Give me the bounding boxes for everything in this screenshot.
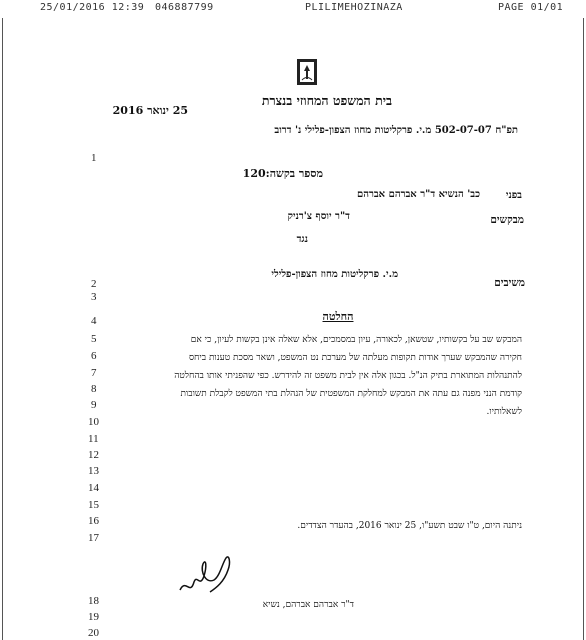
decision-date: 25 ינואר 2016 (112, 104, 188, 117)
page-border (2, 18, 3, 640)
line-number: 6 (91, 350, 97, 362)
line-number: 4 (91, 315, 97, 327)
judge-name: כב' הנשיא ד"ר אברהם אברהם (356, 189, 480, 200)
line-number: 9 (91, 399, 97, 411)
fax-page: PAGE 01/01 (498, 2, 564, 13)
signature-mark (176, 552, 238, 597)
respondent-name: מ.י. פרקליטות מחוז הצפון-פלילי (271, 269, 398, 280)
line-number: 1 (91, 152, 97, 164)
decision-heading: החלטה (322, 310, 354, 323)
before-label: בפני (505, 190, 522, 201)
case-title: תפ"ח 502-07-07 מ.י. פרקליטות מחוז הצפון-פלילי נ' דרוב (274, 125, 518, 136)
line-number: 3 (91, 291, 97, 303)
line-number: 17 (88, 532, 99, 544)
signature-name: ד"ר אברהם אברהם, נשיא (262, 600, 354, 610)
line-number: 14 (88, 482, 99, 494)
decision-line: חקירה שהמבקש שערך אודות תקופות מעלתה של מערכת נט המשפט, ושאר מסכת טענות ביחס (188, 353, 522, 363)
decision-line: לשאלותיו. (486, 407, 522, 417)
line-number: 12 (88, 449, 99, 461)
line-number: 18 (88, 595, 99, 607)
line-number: 10 (88, 416, 99, 428)
line-number: 5 (91, 333, 97, 345)
court-name: בית המשפט המחוזי בנצרת (261, 93, 392, 108)
request-number: מספר בקשה:120 (242, 167, 323, 180)
decision-line: המבקש שב על בקשותיו, שטשאן, לכאורה, עיון במסמכים, אלא שאלה אינן בקשות לעיון, כי אם (190, 335, 522, 345)
line-number: 13 (88, 465, 99, 477)
line-number: 15 (88, 499, 99, 511)
decision-line: קודמת הנני מפנה גם עתה את המבקש למחלקת המשפטית של הנהלת בתי המשפט לקבלת תשובות (180, 389, 522, 399)
applicants-label: מבקשים (490, 214, 524, 226)
line-number: 2 (91, 278, 97, 290)
decision-line: להתנהלות המתוארת בתיק הנ"ל. בכגון אלה אין לבית משפט זה להידרש. כפי שהפניתי אותו בהחלטה (174, 371, 522, 381)
line-number: 16 (88, 515, 99, 527)
respondents-label: משיבים (494, 277, 525, 289)
court-emblem-icon (296, 58, 318, 86)
versus-label: נגד (296, 234, 308, 245)
line-number: 8 (91, 383, 97, 395)
line-number: 19 (88, 611, 99, 623)
given-line: ניתנה היום, ט"ו שבט תשע"ו, 25 ינואר 2016, בהעדר הצדדים. (297, 521, 522, 531)
fax-datetime: 25/01/2016 12:39 (40, 2, 145, 13)
applicant-name: ד"ר יוסף צ'רניק (287, 211, 350, 222)
line-number: 7 (91, 367, 97, 379)
page-border (583, 18, 584, 640)
line-number: 20 (88, 627, 99, 639)
fax-sender: PLILIMEHOZINAZA (305, 2, 403, 13)
line-number: 11 (88, 433, 99, 445)
fax-phone: 046887799 (155, 2, 214, 13)
